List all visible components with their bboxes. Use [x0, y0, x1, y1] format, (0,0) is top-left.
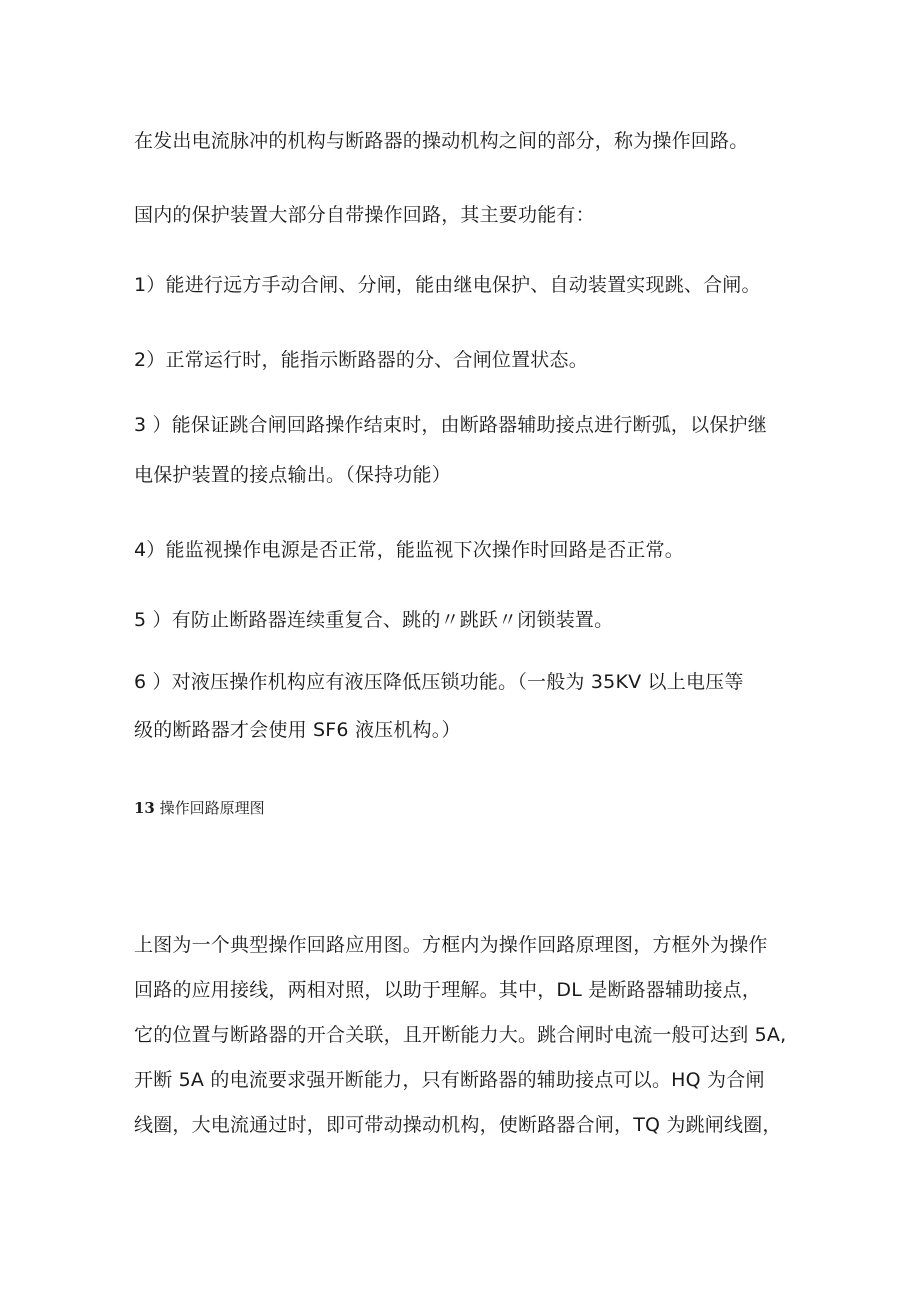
- explanation-line-5: 线圈，大电流通过时，即可带动操动机构，使断路器合闸，TQ 为跳闸线圈，: [134, 1114, 782, 1136]
- function-item-6-line-1: 6 ）对液压操作机构应有液压降低压锁功能。（一般为 35KV 以上电压等: [134, 671, 744, 693]
- functions-lead: 国内的保护装置大部分自带操作回路，其主要功能有：: [134, 204, 595, 226]
- section-title: 操作回路原理图: [159, 799, 265, 817]
- section-heading: [134, 798, 265, 818]
- function-item-5: 5 ）有防止断路器连续重复合、跳的〃跳跃〃闭锁装置。: [134, 609, 614, 631]
- function-item-6-line-2: 级的断路器才会使用 SF6 液压机构。）: [134, 719, 461, 741]
- intro-definition: 在发出电流脉冲的机构与断路器的操动机构之间的部分，称为操作回路。: [134, 130, 749, 152]
- explanation-line-1: 上图为一个典型操作回路应用图。方框内为操作回路原理图，方框外为操作: [134, 934, 768, 956]
- section-number: 13: [134, 799, 155, 817]
- function-item-3-line-1: 3 ）能保证跳合闸回路操作结束时，由断路器辅助接点进行断弧，以保护继: [134, 414, 767, 436]
- explanation-line-4: 开断 5A 的电流要求强开断能力，只有断路器的辅助接点可以。HQ 为合闸: [134, 1069, 765, 1091]
- function-item-2: 2）正常运行时，能指示断路器的分、合闸位置状态。: [134, 349, 588, 371]
- function-item-4: 4）能监视操作电源是否正常，能监视下次操作时回路是否正常。: [134, 539, 684, 561]
- function-item-3-line-2: 电保护装置的接点输出。（保持功能）: [134, 464, 451, 486]
- function-item-1: 1）能进行远方手动合闸、分闸，能由继电保护、自动装置实现跳、合闸。: [134, 274, 761, 296]
- explanation-line-2: 回路的应用接线，两相对照，以助于理解。其中，DL 是断路器辅助接点，: [134, 979, 762, 1001]
- explanation-line-3: 它的位置与断路器的开合关联，且开断能力大。跳合闸时电流一般可达到 5A,: [134, 1024, 787, 1046]
